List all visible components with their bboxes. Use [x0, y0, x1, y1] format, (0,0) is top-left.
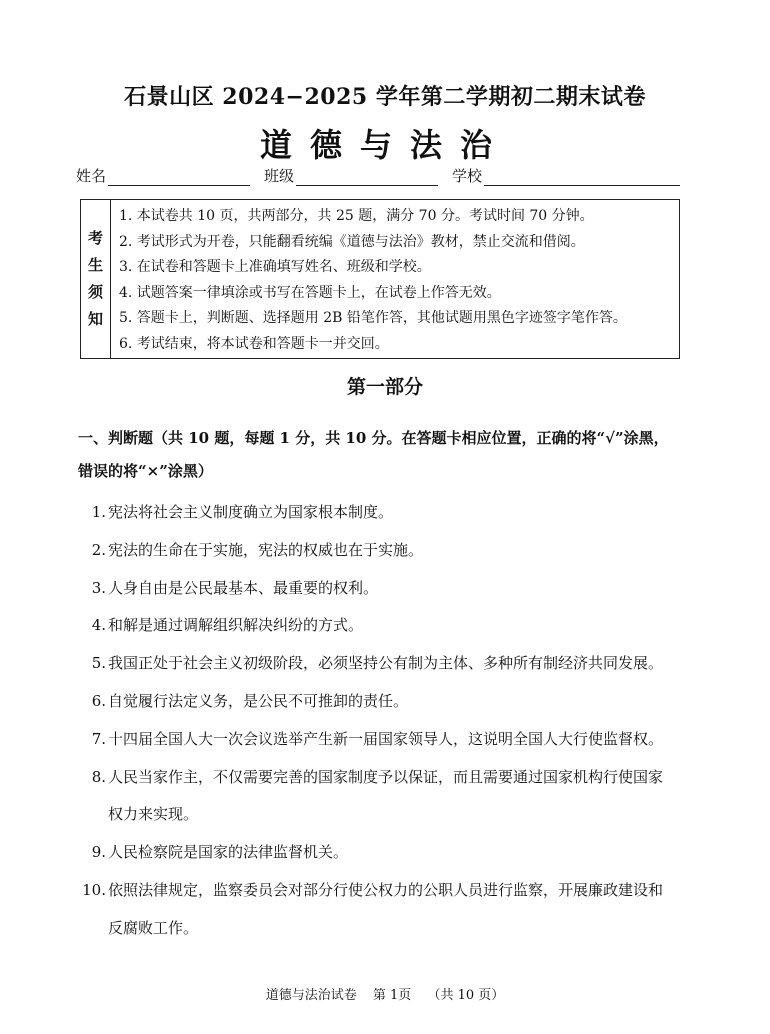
question-continuation: [80, 796, 692, 834]
student-info-row: [76, 165, 686, 187]
name-label: 姓名: [76, 167, 107, 185]
school-blank: [484, 167, 680, 186]
question-number: 8.: [91, 767, 106, 786]
question-list: [80, 494, 692, 948]
name-blank: [108, 167, 250, 186]
question-text: 宪法的生命在于实施，宪法的权威也在于实施。: [108, 540, 424, 559]
section-heading-line: 一、判断题（共 10 题，每题 1 分，共 10 分。在答题卡相应位置，正确的将“√”涂黑，: [78, 429, 669, 447]
question-text-continued: 反腐败工作。: [108, 918, 199, 937]
page-footer: [0, 984, 770, 1003]
question-number: 9.: [91, 843, 106, 862]
exam-title: 石景山区 2024−2025 学年第二学期初二期末试卷: [124, 84, 646, 110]
question-number: 6.: [91, 691, 106, 710]
exam-notice-box: [80, 199, 680, 359]
question-number: 4.: [91, 616, 106, 635]
question-text: 和解是通过调解组织解决纠纷的方式。: [108, 616, 364, 635]
notice-item: 1. 本试卷共 10 页，共两部分，共 25 题，满分 70 分。考试时间 70 分钟。: [119, 208, 594, 224]
notice-heading-char: 生: [87, 256, 103, 274]
footer-subject: 道德与法治试卷: [265, 988, 357, 1003]
notice-item: 3. 在试卷和答题卡上准确填写姓名、班级和学校。: [119, 259, 431, 275]
class-blank: [296, 167, 438, 186]
class-label: 班级: [264, 167, 295, 185]
class-field: [264, 165, 438, 186]
notice-heading-char: 须: [87, 283, 103, 301]
notice-heading-char: 考: [87, 229, 103, 247]
question-text-continued: 权力来实现。: [108, 805, 199, 824]
part-title: 第一部分: [346, 376, 423, 398]
notice-item: 4. 试题答案一律填涂或书写在答题卡上，在试卷上作答无效。: [119, 284, 501, 301]
question-item: [80, 532, 692, 570]
notice-heading-char: 知: [87, 310, 103, 328]
notice-item: 2. 考试形式为开卷，只能翻看统编《道德与法治》教材，禁止交流和借阅。: [119, 233, 585, 250]
question-text: 人民检察院是国家的法律监督机关。: [108, 843, 349, 862]
question-item: [80, 683, 692, 721]
question-text: 宪法将社会主义制度确立为国家根本制度。: [108, 503, 394, 521]
question-text: 十四届全国人大一次会议选举产生新一届国家领导人，这说明全国人大行使监督权。: [108, 729, 664, 748]
school-field: [452, 165, 680, 186]
question-item: [80, 872, 692, 910]
question-number: 1.: [91, 503, 106, 521]
question-text: 自觉履行法定义务，是公民不可推卸的责任。: [108, 691, 409, 710]
footer-total-pages: （共 10 页）: [427, 988, 505, 1003]
question-number: 7.: [91, 729, 106, 748]
question-continuation: [80, 910, 692, 948]
question-text: 我国正处于社会主义初级阶段，必须坚持公有制为主体、多种所有制经济共同发展。: [108, 654, 664, 673]
question-text: 依照法律规定，监察委员会对部分行使公权力的公职人员进行监察，开展廉政建设和: [108, 880, 664, 899]
notice-item: 6. 考试结束，将本试卷和答题卡一并交回。: [119, 335, 389, 352]
section-heading-line: 错误的将“×”涂黑）: [78, 462, 213, 480]
question-item: [80, 645, 692, 683]
question-number: 2.: [91, 540, 106, 559]
section-heading: [78, 422, 690, 488]
school-label: 学校: [452, 167, 483, 185]
question-text: 人民当家作主，不仅需要完善的国家制度予以保证，而且需要通过国家机构行使国家: [108, 767, 664, 786]
notice-heading: [81, 200, 111, 358]
question-item: [80, 607, 692, 645]
notice-list: [119, 204, 675, 357]
question-item: [80, 721, 692, 759]
footer-page-number: 第 1页: [372, 988, 412, 1003]
question-text: 人身自由是公民最基本、最重要的权利。: [108, 578, 379, 597]
name-field: [76, 165, 250, 186]
question-number: 5.: [91, 654, 106, 673]
question-item: [80, 494, 692, 532]
subject-title: 道德与法治: [259, 126, 510, 164]
notice-item: 5. 答题卡上，判断题、选择题用 2B 铅笔作答，其他试题用黑色字迹签字笔作答。: [119, 310, 627, 326]
question-number: 3.: [91, 578, 106, 597]
question-item: [80, 570, 692, 608]
question-item: [80, 834, 692, 872]
question-number: 10.: [82, 880, 106, 899]
question-item: [80, 759, 692, 797]
